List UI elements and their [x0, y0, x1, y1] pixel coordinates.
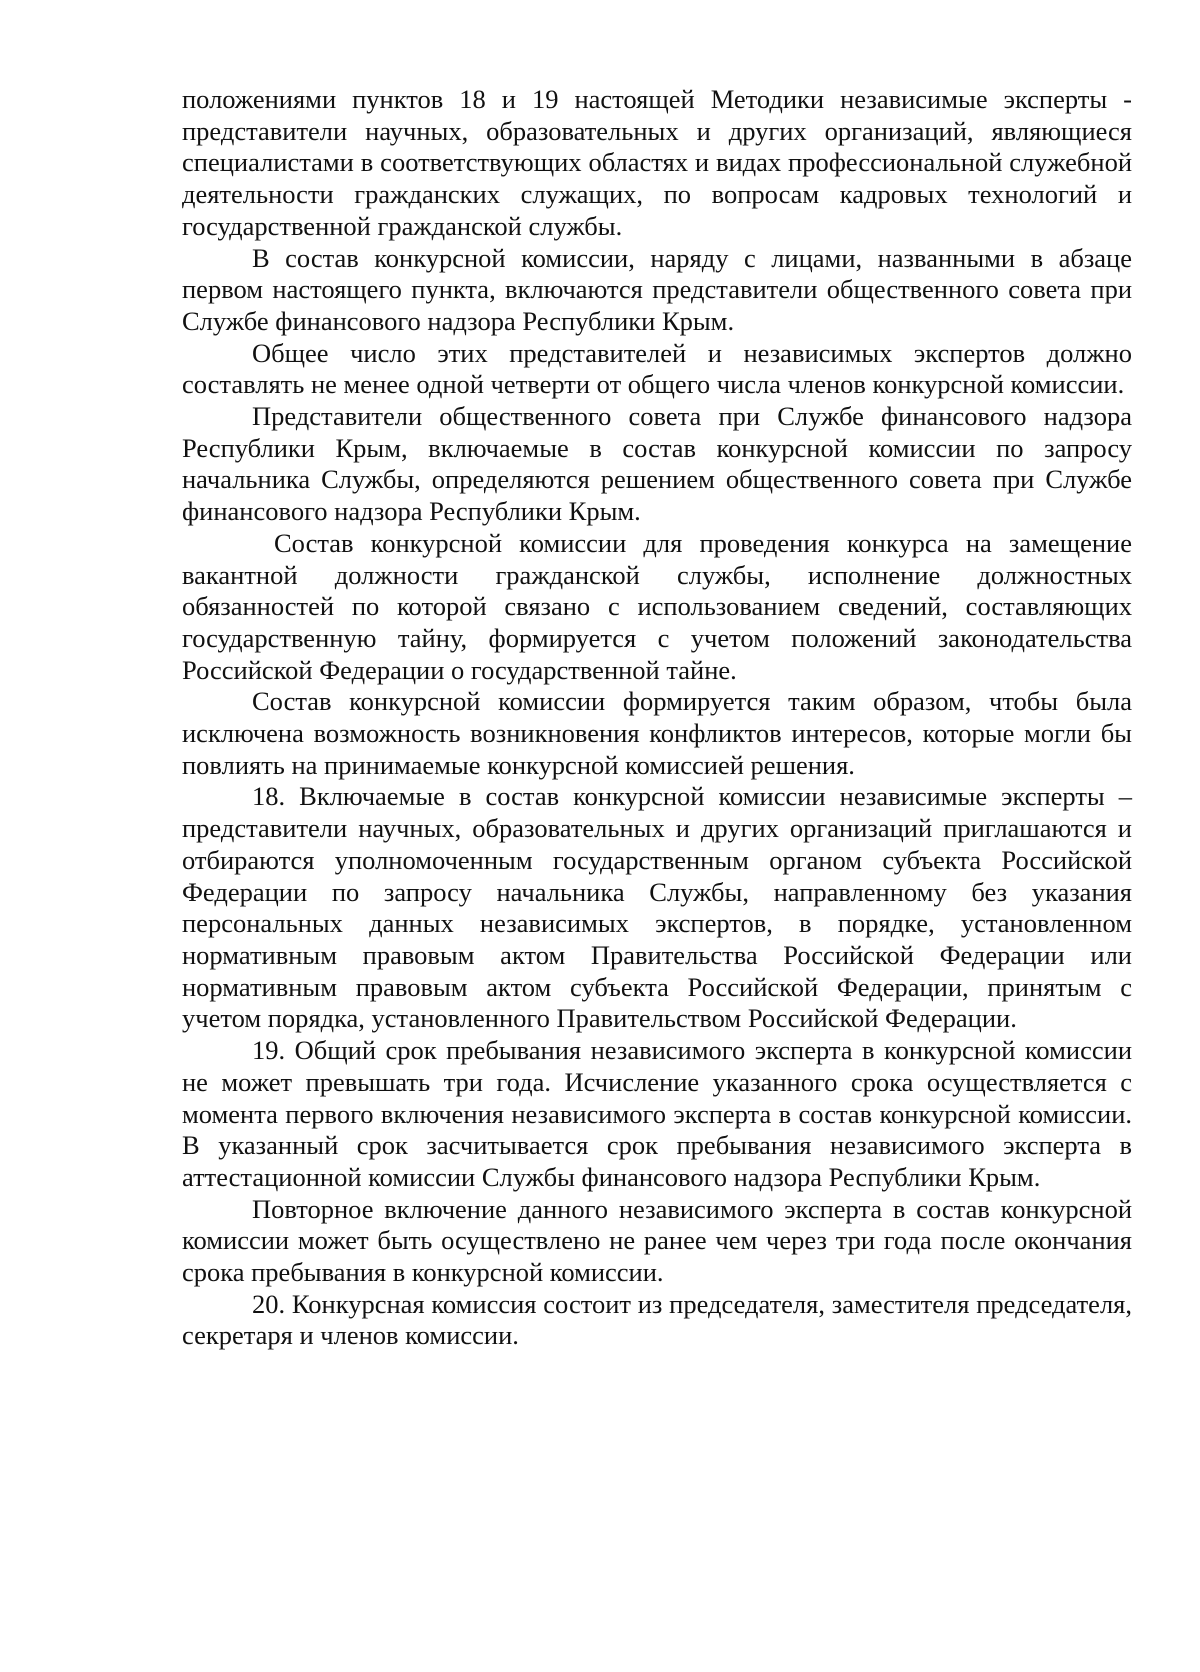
paragraph-conflict-of-interest: Состав конкурсной комиссии формируется таким образом, чтобы была исключена возможность возникновения конфликтов интересов, которые могли бы повлиять на принимаемые конкурсной комиссией решения.: [182, 686, 1132, 780]
paragraph-item-20: 20. Конкурсная комиссия состоит из председателя, заместителя председателя, секретаря и членов комиссии.: [182, 1288, 1132, 1351]
paragraph-representatives-share: Общее число этих представителей и независимых экспертов должно составлять не менее одной четверти от общего числа членов конкурсной комиссии.: [182, 337, 1132, 400]
paragraph-item-18: 18. Включаемые в состав конкурсной комиссии независимые эксперты – представители научных, образовательных и других организаций приглашаются и отбираются уполномоченным государственным органом субъекта Российской Федерации по запросу начальника Службы, направленному без указания персональных данных независимых экспертов, в порядке, установленном нормативным правовым актом Правительства Российской Федерации или нормативным правовым актом субъекта Российской Федерации, принятым с учетом порядка, установленного Правительством Российской Федерации.: [182, 781, 1132, 1034]
paragraph-public-council-representatives: Представители общественного совета при Службе финансового надзора Республики Крым, включаемые в состав конкурсной комиссии по запросу начальника Службы, определяются решением общественного совета при Службе финансового надзора Республики Крым.: [182, 401, 1132, 527]
paragraph-state-secret: Состав конкурсной комиссии для проведения конкурса на замещение вакантной должности гражданской службы, исполнение должностных обязанностей по которой связано с использованием сведений, составляющих государственную тайну, формируется с учетом положений законодательства Российской Федерации о государственной тайне.: [182, 527, 1132, 685]
paragraph-continuation: положениями пунктов 18 и 19 настоящей Методики независимые эксперты - представители научных, образовательных и других организаций, являющиеся специалистами в соответствующих областях и видах профессиональной служебной деятельности гражданских служащих, по вопросам кадровых технологий и государственной гражданской службы.: [182, 84, 1132, 241]
document-body: [182, 84, 1132, 1352]
paragraph-commission-composition: В состав конкурсной комиссии, наряду с лицами, названными в абзаце первом настоящего пункта, включаются представители общественного совета при Службе финансового надзора Республики Крым.: [182, 242, 1132, 336]
paragraph-repeat-inclusion: Повторное включение данного независимого эксперта в состав конкурсной комиссии может быть осуществлено не ранее чем через три года после окончания срока пребывания в конкурсной комиссии.: [182, 1193, 1132, 1288]
paragraph-item-19: 19. Общий срок пребывания независимого эксперта в конкурсной комиссии не может превышать три года. Исчисление указанного срока осуществляется с момента первого включения независимого эксперта в состав конкурсной комиссии. В указанный срок засчитывается срок пребывания независимого эксперта в аттестационной комиссии Службы финансового надзора Республики Крым.: [182, 1035, 1132, 1192]
